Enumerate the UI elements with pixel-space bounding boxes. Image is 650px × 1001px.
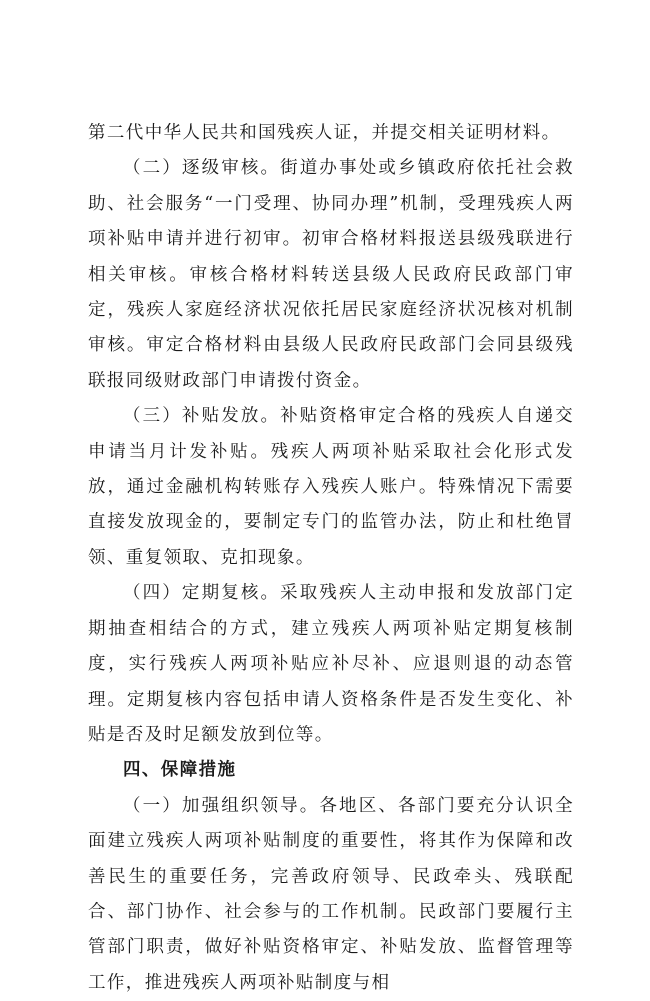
section-heading-safeguards: 四、保障措施	[123, 760, 237, 781]
paragraph-step-review: （二）逐级审核。街道办事处或乡镇政府依托社会救助、社会服务“一门受理、协同办理”机制，受理残疾人两项补贴申请并进行初审。初审合格材料报送县级残联进行相关审核。审核合格材料转送县级人民政府民政部门审定，残疾人家庭经济状况依托居民家庭经济状况核对机制审核。审定合格材料由县级人民政府民政部门会同县级残联报同级财政部门申请拨付资金。	[88, 158, 574, 391]
paragraph-subsidy-distribution: （三）补贴发放。补贴资格审定合格的残疾人自递交申请当月计发补贴。残疾人两项补贴采取社会化形式发放，通过金融机构转账存入残疾人账户。特殊情况下需要直接发放现金的，要制定专门的监管办法，防止和杜绝冒领、重复领取、克扣现象。	[88, 406, 574, 568]
paragraph-organizational-leadership: （一）加强组织领导。各地区、各部门要充分认识全面建立残疾人两项补贴制度的重要性，将其作为保障和改善民生的重要任务，完善政府领导、民政牵头、残联配合、部门协作、社会参与的工作机制。民政部门要履行主管部门职责，做好补贴资格审定、补贴发放、监督管理等工作，推进残疾人两项补贴制度与相	[88, 795, 574, 993]
document-body	[88, 116, 574, 1001]
paragraph-periodic-review: （四）定期复核。采取残疾人主动申报和发放部门定期抽查相结合的方式，建立残疾人两项补贴定期复核制度，实行残疾人两项补贴应补尽补、应退则退的动态管理。定期复核内容包括申请人资格条件是否发生变化、补贴是否及时足额发放到位等。	[88, 583, 574, 745]
paragraph-continuation: 第二代中华人民共和国残疾人证，并提交相关证明材料。	[88, 123, 561, 143]
